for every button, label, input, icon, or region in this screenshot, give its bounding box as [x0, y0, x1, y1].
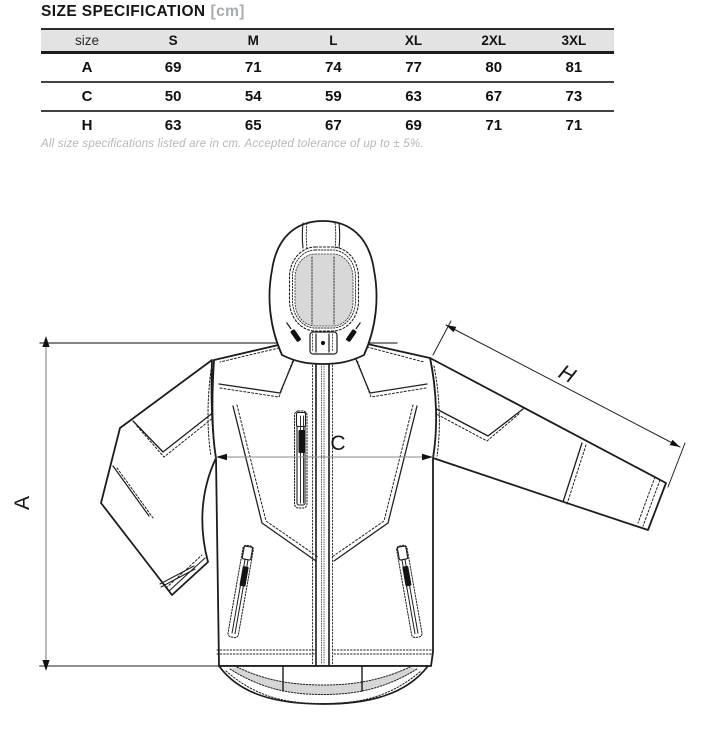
jacket-technical-drawing: [0, 200, 711, 729]
col-header-l: L: [293, 29, 373, 53]
size-table: [41, 28, 614, 139]
table-row: [41, 53, 614, 83]
cell: 71: [213, 53, 293, 83]
col-header-s: S: [133, 29, 213, 53]
zipper-slider: [299, 430, 306, 453]
row-label-a: A: [41, 53, 133, 83]
cell: 50: [133, 82, 213, 111]
size-table-wrapper: [41, 28, 614, 139]
cell: 77: [373, 53, 453, 83]
col-header-3xl: 3XL: [534, 29, 614, 53]
cell: 80: [454, 53, 534, 83]
arrow-up-icon: [42, 336, 49, 347]
dimension-a: [11, 336, 50, 671]
arrow-upleft-icon: [446, 325, 456, 332]
chin-guard: [310, 332, 337, 354]
cell: 63: [373, 82, 453, 111]
cell: 69: [405, 117, 422, 134]
cell: 59: [293, 82, 373, 111]
hood-lining-panel: [295, 254, 353, 326]
cell: 74: [293, 53, 373, 83]
page-title: [41, 3, 245, 21]
dimension-label-h: H: [554, 360, 580, 388]
cell: 67: [325, 117, 342, 134]
table-row: [41, 82, 614, 111]
col-header-m: M: [213, 29, 293, 53]
cell: 63: [164, 117, 182, 134]
row-label-c: C: [41, 82, 133, 111]
dimension-label-a: A: [11, 495, 34, 511]
cell: 71: [565, 117, 583, 134]
cell: 69: [133, 53, 213, 83]
hood: [269, 221, 376, 364]
cell: 73: [534, 82, 614, 111]
dimension-label-c: C: [330, 432, 346, 455]
row-label-h: H: [81, 117, 93, 134]
table-row: [41, 111, 614, 139]
title-unit: [cm]: [210, 3, 245, 20]
cell: 71: [485, 117, 503, 134]
title-text: SIZE SPECIFICATION: [41, 3, 206, 20]
col-header-2xl: 2XL: [454, 29, 534, 53]
table-header-row: [41, 29, 614, 53]
cell: 81: [534, 53, 614, 83]
back-hem: [219, 666, 428, 704]
left-sleeve: [101, 360, 224, 595]
col-header-xl: XL: [373, 29, 453, 53]
cell: 67: [454, 82, 534, 111]
tolerance-footnote: All size specifications listed are in cm. Accepted tolerance of up to ± 5%.: [41, 138, 424, 150]
cell: 54: [213, 82, 293, 111]
cell: 65: [244, 117, 262, 134]
right-sleeve: [427, 358, 666, 530]
arrow-downright-icon: [670, 440, 680, 447]
col-header-size: size: [41, 29, 133, 53]
